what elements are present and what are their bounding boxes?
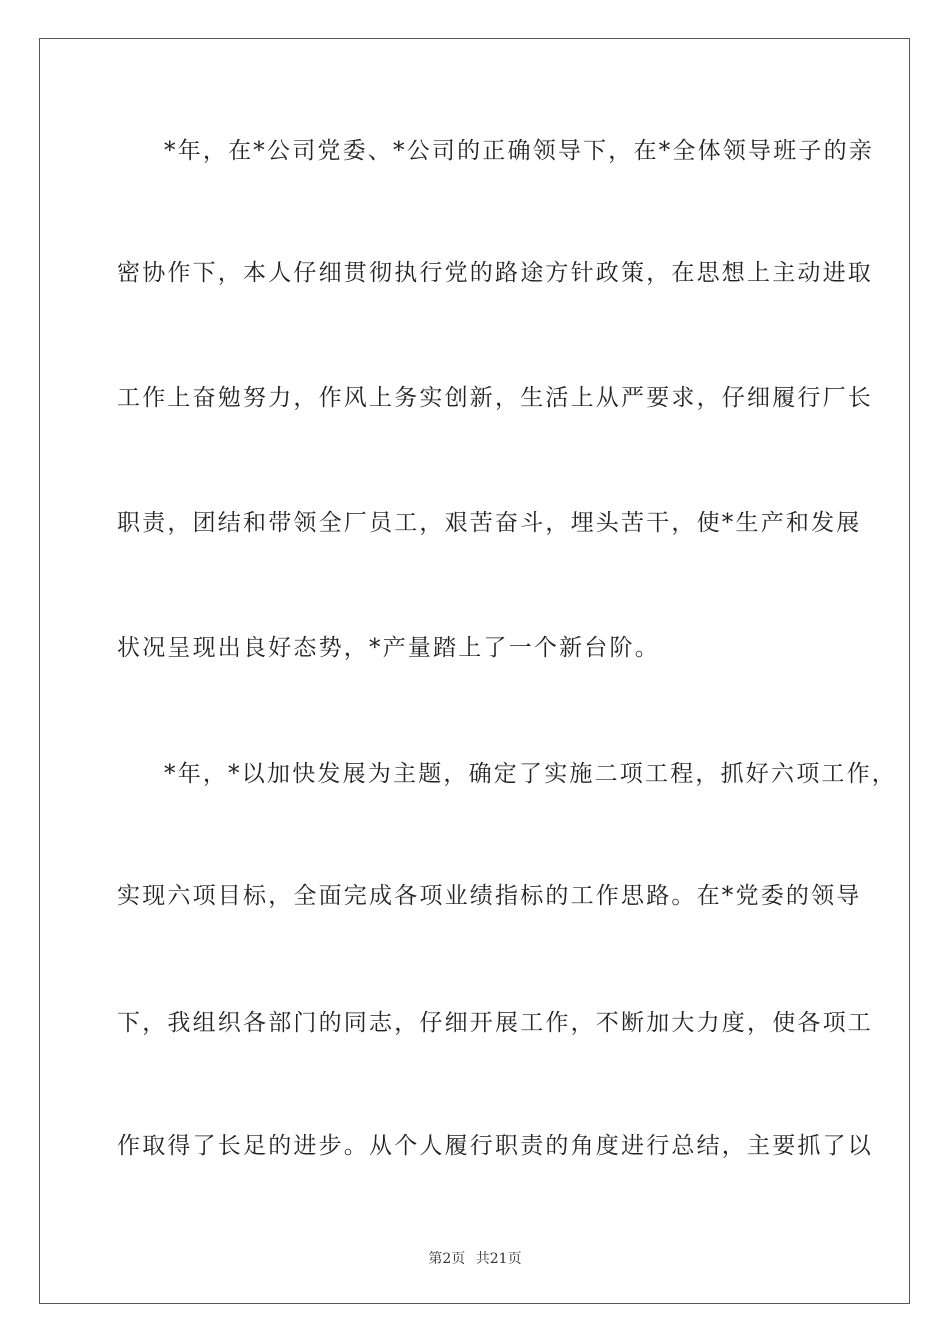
page-border <box>39 38 910 1304</box>
paragraph-1-line-4: 职责，团结和带领全厂员工，艰苦奋斗，埋头苦干，使*生产和发展 <box>117 510 862 536</box>
paragraph-1-line-5: 状况呈现出良好态势，*产量踏上了一个新台阶。 <box>117 635 660 661</box>
page-number: 第2页 <box>428 1251 466 1267</box>
paragraph-1-line-2: 密协作下，本人仔细贯彻执行党的路途方针政策，在思想上主动进取 <box>117 260 873 286</box>
paragraph-2-line-4: 作取得了长足的进步。从个人履行职责的角度进行总结，主要抓了以 <box>117 1133 873 1159</box>
total-pages: 共21页 <box>475 1251 522 1267</box>
paragraph-1-line-3: 工作上奋勉努力，作风上务实创新，生活上从严要求，仔细履行厂长 <box>117 385 873 411</box>
paragraph-2-line-2: 实现六项目标，全面完成各项业绩指标的工作思路。在*党委的领导 <box>117 883 862 909</box>
page-footer <box>0 1248 950 1268</box>
paragraph-2-line-3: 下，我组织各部门的同志，仔细开展工作，不断加大力度，使各项工 <box>117 1010 873 1036</box>
paragraph-2-line-1: *年，*以加快发展为主题，确定了实施二项工程，抓好六项工作， <box>164 761 897 787</box>
paragraph-1-line-1: *年，在*公司党委、*公司的正确领导下，在*全体领导班子的亲 <box>164 138 874 164</box>
